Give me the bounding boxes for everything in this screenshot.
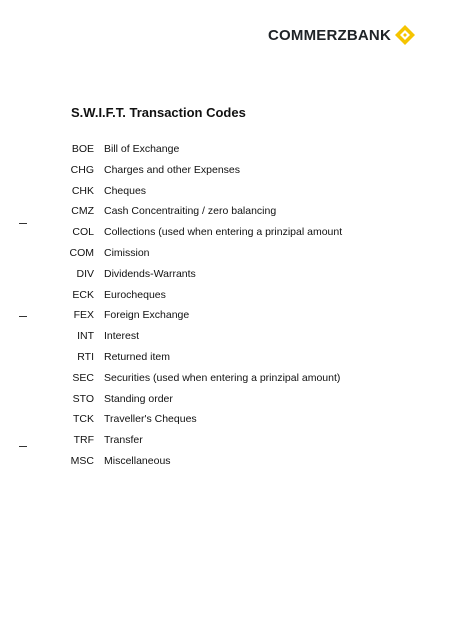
code-row [0, 454, 474, 475]
code-label: CMZ [71, 205, 94, 218]
code-label: COL [72, 226, 94, 239]
code-description: Eurocheques [104, 288, 166, 301]
code-label: SEC [72, 371, 94, 384]
code-row [0, 350, 474, 371]
code-row [0, 142, 474, 163]
code-row [0, 329, 474, 350]
code-row [0, 433, 474, 454]
code-row [0, 246, 474, 267]
fold-mark [19, 223, 27, 224]
code-description: Interest [104, 330, 140, 343]
code-row [0, 184, 474, 205]
code-label: ECK [72, 288, 94, 301]
code-label: INT [77, 330, 94, 343]
code-description: Miscellaneous [104, 454, 171, 467]
code-label: STO [72, 392, 94, 405]
code-description: Foreign Exchange [104, 309, 190, 322]
code-label: CHK [71, 184, 94, 197]
code-label: FEX [73, 309, 94, 322]
code-description: Cash Concentraiting / zero balancing [104, 205, 277, 218]
code-row [0, 412, 474, 433]
code-description: Cimission [104, 246, 150, 259]
code-label: CHG [70, 163, 94, 176]
code-row [0, 371, 474, 392]
code-description: Returned item [104, 350, 170, 363]
commerzbank-logo [268, 24, 416, 46]
code-label: TRF [73, 434, 94, 447]
code-description: Securities (used when entering a prinzipal amount) [104, 371, 341, 384]
code-description: Transfer [104, 434, 143, 447]
code-description: Bill of Exchange [104, 143, 180, 155]
transaction-code-list [0, 142, 474, 475]
code-row [0, 225, 474, 246]
code-label: MSC [70, 454, 94, 467]
code-label: TCK [73, 413, 94, 426]
code-label: DIV [76, 267, 94, 280]
code-label: RTI [77, 350, 94, 363]
punch-mark [19, 316, 27, 317]
code-description: Charges and other Expenses [104, 163, 241, 176]
code-description: Cheques [104, 184, 147, 197]
fold-mark [19, 446, 27, 447]
commerzbank-ribbon-icon [394, 24, 416, 46]
code-row [0, 163, 474, 184]
code-label: COM [69, 246, 94, 259]
code-row [0, 392, 474, 413]
brand-name: COMMERZBANK [267, 26, 391, 44]
code-label: BOE [71, 143, 94, 155]
code-description: Traveller's Cheques [104, 413, 197, 426]
code-description: Collections (used when entering a prinzipal amount [104, 226, 343, 239]
code-description: Dividends-Warrants [104, 267, 196, 280]
code-row [0, 308, 474, 329]
document-title: S.W.I.F.T. Transaction Codes [71, 105, 246, 120]
code-row [0, 288, 474, 309]
code-row [0, 267, 474, 288]
code-description: Standing order [104, 392, 173, 405]
code-row [0, 204, 474, 225]
